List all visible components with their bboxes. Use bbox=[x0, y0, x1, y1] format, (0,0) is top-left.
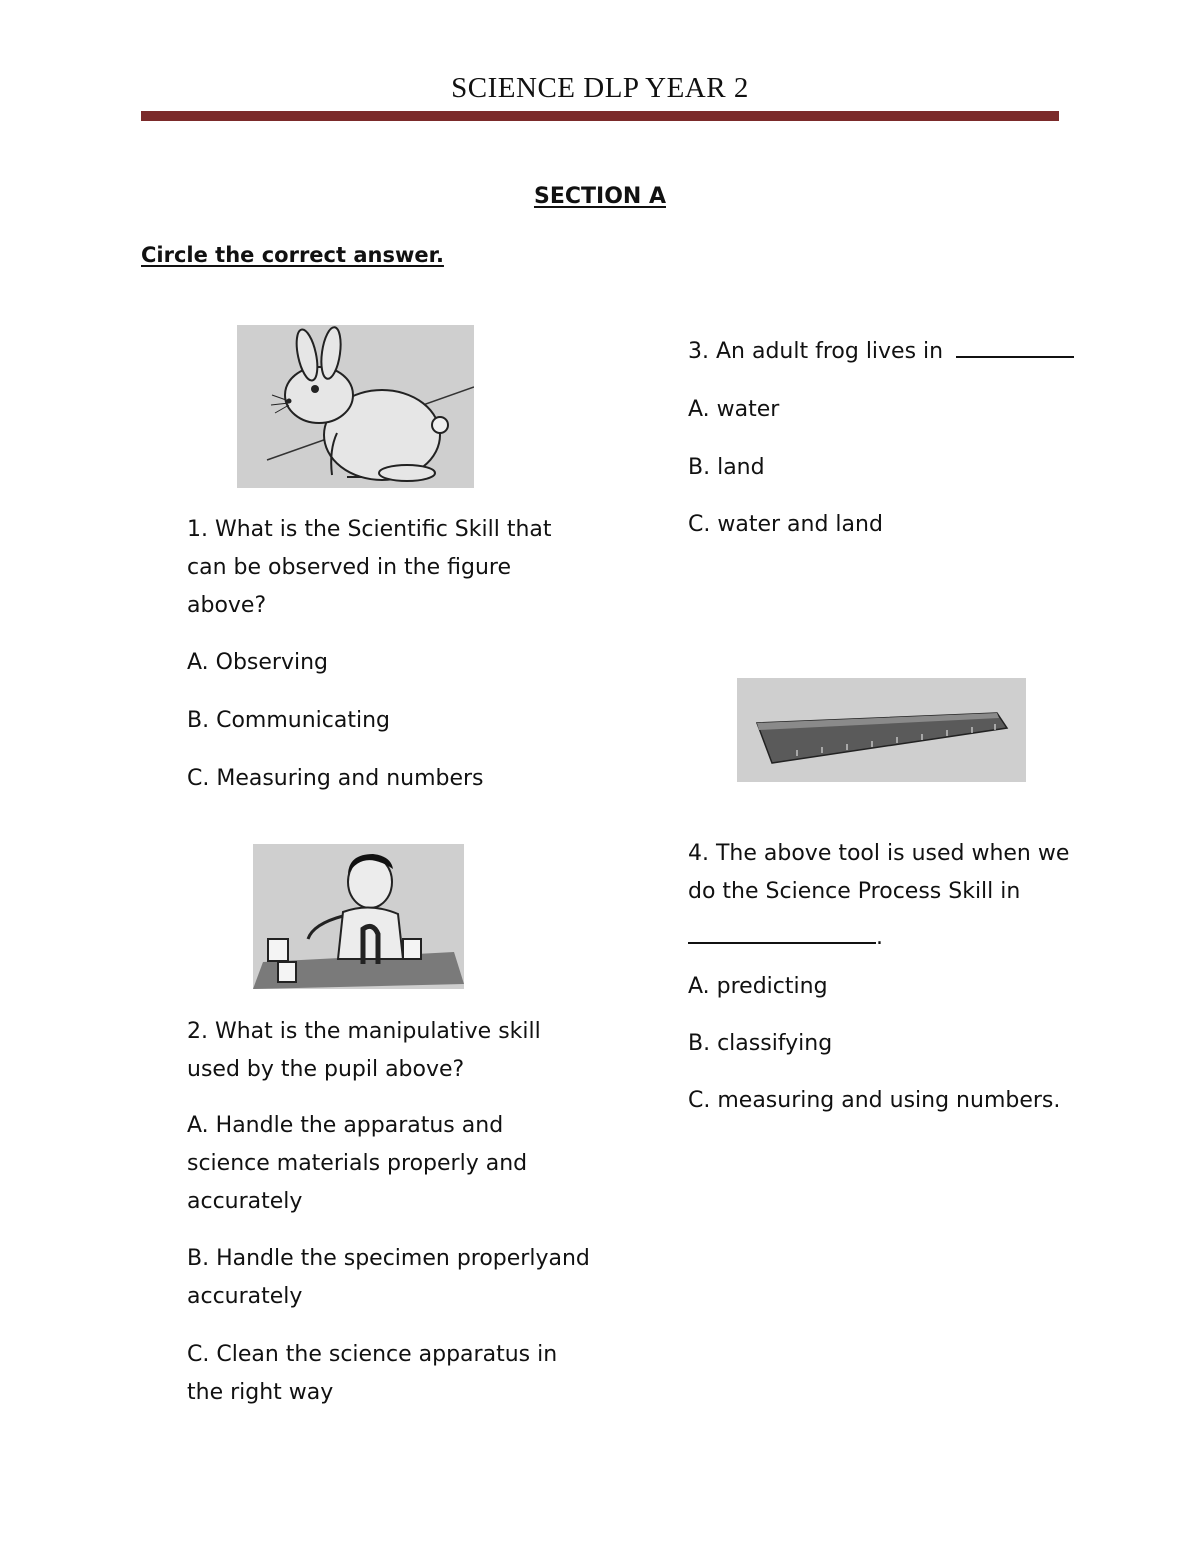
question-4-line-2: do the Science Process Skill in bbox=[688, 879, 1021, 904]
question-2-option-c[interactable] bbox=[187, 1336, 587, 1412]
question-4-line-3 bbox=[688, 919, 1088, 957]
question-2-option-b[interactable] bbox=[187, 1240, 607, 1316]
question-2 bbox=[187, 1013, 587, 1089]
answer-blank bbox=[956, 334, 1074, 358]
question-3 bbox=[688, 333, 1108, 371]
question-3-option-c[interactable]: C. water and land bbox=[688, 512, 883, 537]
question-1-option-b[interactable]: B. Communicating bbox=[187, 708, 390, 733]
question-2-option-c-line-2: the right way bbox=[187, 1380, 334, 1405]
question-2-option-a-line-3: accurately bbox=[187, 1189, 303, 1214]
question-1-line-2: can be observed in the figure bbox=[187, 555, 511, 580]
question-4-option-c[interactable]: C. measuring and using numbers. bbox=[688, 1088, 1061, 1113]
instruction-text: Circle the correct answer. bbox=[141, 243, 444, 267]
ruler-icon bbox=[737, 678, 1026, 782]
question-4 bbox=[688, 835, 1088, 957]
question-3-text: 3. An adult frog lives in bbox=[688, 339, 944, 364]
section-title: SECTION A bbox=[533, 184, 666, 209]
question-1 bbox=[187, 511, 587, 625]
question-2-option-a-line-1: A. Handle the apparatus and bbox=[187, 1113, 504, 1138]
question-2-option-a-line-2: science materials properly and bbox=[187, 1151, 528, 1176]
question-2-option-b-line-2: accurately bbox=[187, 1284, 303, 1309]
pupil-icon bbox=[253, 844, 464, 989]
question-4-option-a[interactable]: A. predicting bbox=[688, 974, 828, 999]
question-1-line-1: 1. What is the Scientific Skill that bbox=[187, 517, 552, 542]
question-1-option-a[interactable]: A. Observing bbox=[187, 650, 329, 675]
rabbit-icon bbox=[237, 325, 474, 488]
question-4-period: . bbox=[876, 925, 883, 950]
question-2-option-a[interactable] bbox=[187, 1107, 587, 1221]
question-2-line-1: 2. What is the manipulative skill bbox=[187, 1019, 541, 1044]
pupil-figure bbox=[253, 844, 464, 989]
document-header-title: SCIENCE DLP YEAR 2 bbox=[451, 72, 749, 104]
ruler-figure bbox=[737, 678, 1026, 782]
question-3-option-a[interactable]: A. water bbox=[688, 397, 780, 422]
question-1-line-3: above? bbox=[187, 593, 267, 618]
question-1-option-c[interactable]: C. Measuring and numbers bbox=[187, 766, 484, 791]
question-4-line-1: 4. The above tool is used when we bbox=[688, 841, 1070, 866]
question-3-option-b[interactable]: B. land bbox=[688, 455, 765, 480]
rabbit-figure bbox=[237, 325, 474, 488]
question-4-option-b[interactable]: B. classifying bbox=[688, 1031, 833, 1056]
question-2-option-c-line-1: C. Clean the science apparatus in bbox=[187, 1342, 558, 1367]
question-2-option-b-line-1: B. Handle the specimen properlyand bbox=[187, 1246, 590, 1271]
header-divider bbox=[141, 111, 1059, 121]
question-2-line-2: used by the pupil above? bbox=[187, 1057, 465, 1082]
answer-blank bbox=[688, 920, 876, 944]
